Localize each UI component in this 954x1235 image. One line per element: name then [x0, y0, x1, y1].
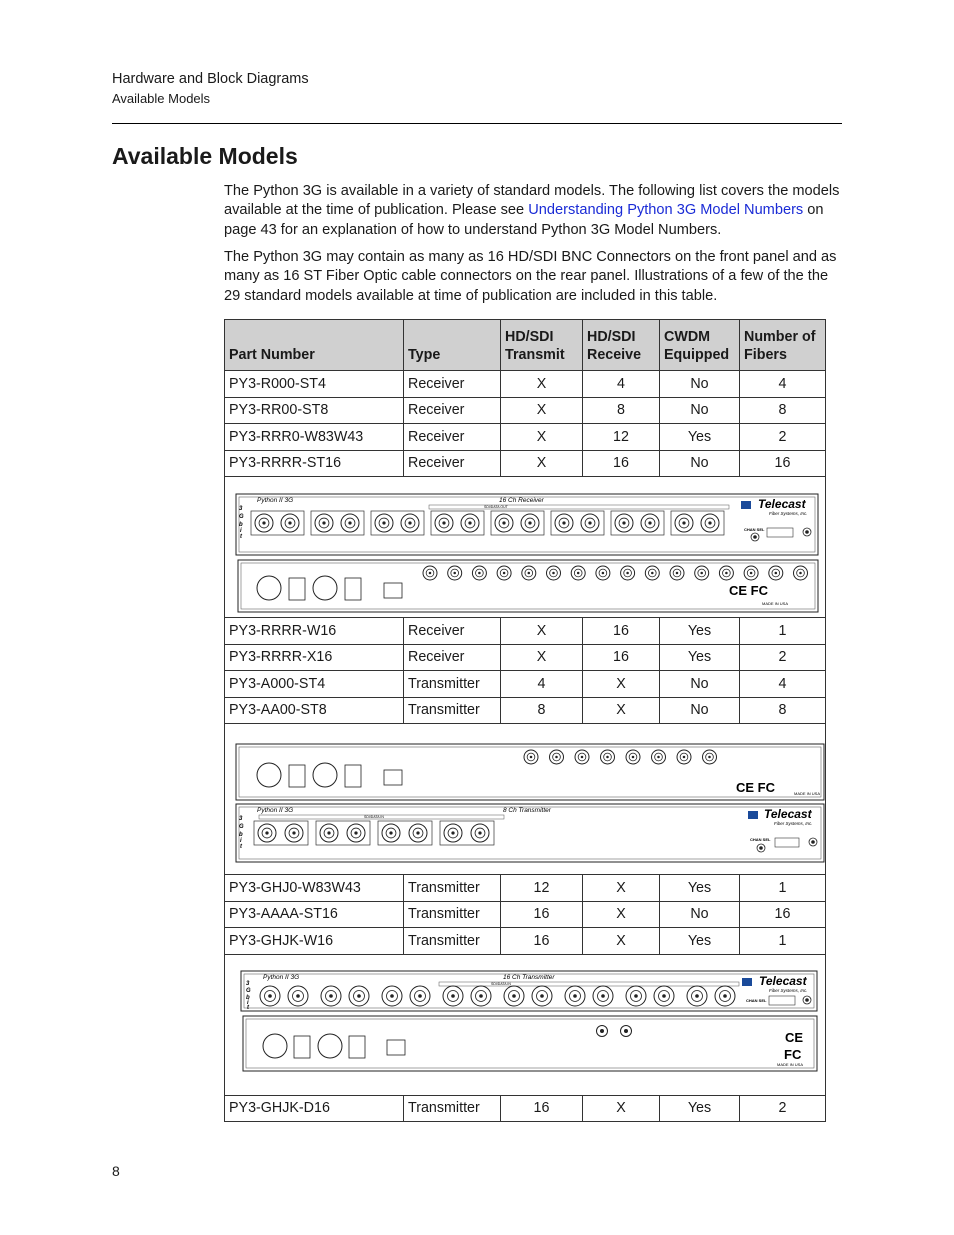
- connector-icon: [708, 756, 711, 759]
- tx16-panel-illustration: [229, 955, 828, 1091]
- table-cell: Transmitter: [404, 901, 501, 928]
- table-cell: X: [583, 697, 660, 724]
- table-row: [225, 697, 826, 724]
- table-cell: X: [583, 671, 660, 698]
- svg-text:CHAN SEL: CHAN SEL: [750, 837, 771, 842]
- table-cell: 4: [583, 371, 660, 398]
- connector-icon: [676, 572, 679, 575]
- connector-icon: [451, 994, 455, 998]
- connector-icon: [442, 521, 445, 524]
- table-cell: Receiver: [404, 644, 501, 671]
- table-cell: X: [501, 371, 583, 398]
- table-cell: PY3-RRRR-W16: [225, 618, 404, 645]
- table-row: [225, 397, 826, 424]
- table-cell: X: [583, 928, 660, 955]
- connector-icon: [322, 521, 325, 524]
- connector-icon: [573, 994, 577, 998]
- connector-icon: [502, 521, 505, 524]
- connector-icon: [799, 572, 802, 575]
- svg-text:i: i: [240, 528, 242, 534]
- rx16-out-label: SDI/DATA OUT: [484, 505, 508, 509]
- figure-row-tx16: [225, 954, 826, 1095]
- connector-icon: [288, 521, 291, 524]
- connector-icon: [700, 572, 703, 575]
- tx8-panel-illustration: [229, 724, 828, 870]
- svg-text:i: i: [240, 838, 242, 844]
- col-header-part-number: Part Number: [225, 320, 404, 371]
- svg-text:CHAN SEL: CHAN SEL: [744, 527, 765, 532]
- running-header-section: Available Models: [112, 91, 211, 106]
- table-cell: 1: [740, 875, 826, 902]
- connector-icon: [602, 572, 605, 575]
- table-cell: 12: [501, 875, 583, 902]
- table-cell: Transmitter: [404, 697, 501, 724]
- table-cell: PY3-AAAA-ST16: [225, 901, 404, 928]
- tx8-brand: Telecast: [764, 807, 812, 821]
- tx16-in-label: SDI/DATA IN: [491, 981, 511, 986]
- rx16-panel-illustration: [229, 477, 828, 613]
- rx16-brand: Telecast: [758, 497, 806, 511]
- rx16-made-in: MADE IN USA: [762, 601, 789, 606]
- svg-text:3: 3: [239, 816, 243, 822]
- connector-icon: [451, 831, 454, 834]
- tx16-brand-sub: Fiber Systems, Inc.: [769, 987, 808, 993]
- model-numbers-link[interactable]: Understanding Python 3G Model Numbers: [528, 202, 804, 219]
- figure-row-tx8: [225, 724, 826, 875]
- telecast-logo-icon: [742, 978, 752, 986]
- table-cell: 16: [740, 901, 826, 928]
- table-cell: 1: [740, 928, 826, 955]
- table-cell: Transmitter: [404, 671, 501, 698]
- connector-icon: [296, 994, 300, 998]
- table-cell: Yes: [660, 875, 740, 902]
- connector-icon: [606, 756, 609, 759]
- svg-text:b: b: [246, 994, 250, 1001]
- connector-icon: [657, 756, 660, 759]
- table-cell: 1: [740, 618, 826, 645]
- table-cell: Transmitter: [404, 928, 501, 955]
- table-cell: X: [501, 618, 583, 645]
- connector-icon: [354, 831, 357, 834]
- connector-icon: [429, 572, 432, 575]
- table-cell: No: [660, 450, 740, 477]
- table-row: [225, 901, 826, 928]
- table-cell: 16: [583, 618, 660, 645]
- table-cell: Yes: [660, 1095, 740, 1122]
- table-cell: X: [501, 644, 583, 671]
- table-cell: 12: [583, 424, 660, 451]
- table-row: [225, 424, 826, 451]
- table-cell: Transmitter: [404, 1095, 501, 1122]
- connector-icon: [530, 756, 533, 759]
- rx16-rear-panel: [238, 560, 818, 612]
- table-cell: X: [583, 901, 660, 928]
- connector-icon: [775, 572, 778, 575]
- tx16-made-in: MADE IN USA: [777, 1061, 804, 1067]
- tx16-rear-panel: [243, 1016, 817, 1071]
- table-cell: Receiver: [404, 371, 501, 398]
- telecast-logo-icon: [741, 501, 751, 509]
- connector-icon: [408, 521, 411, 524]
- connector-icon: [555, 756, 558, 759]
- connector-icon: [577, 572, 580, 575]
- table-cell: Receiver: [404, 618, 501, 645]
- tx8-in-label: SDI/DATA IN: [364, 815, 384, 819]
- table-cell: PY3-RRRR-ST16: [225, 450, 404, 477]
- svg-text:t: t: [247, 1004, 249, 1011]
- svg-text:t: t: [240, 844, 242, 850]
- connector-icon: [651, 572, 654, 575]
- ce-fcc-marks: CE FC: [729, 583, 768, 598]
- svg-text:3: 3: [239, 506, 243, 512]
- table-cell: X: [583, 1095, 660, 1122]
- table-row: [225, 671, 826, 698]
- table-header-row: [225, 320, 826, 371]
- table-row: [225, 875, 826, 902]
- table-row: [225, 1095, 826, 1122]
- table-cell: 8: [740, 397, 826, 424]
- connector-icon: [265, 831, 268, 834]
- table-cell: 16: [583, 450, 660, 477]
- col-header-cwdm: CWDM Equipped: [660, 320, 740, 371]
- table-row: [225, 928, 826, 955]
- connector-icon: [552, 572, 555, 575]
- table-cell: 4: [501, 671, 583, 698]
- fcc-mark: FC: [784, 1046, 802, 1062]
- connector-icon: [503, 572, 506, 575]
- rx16-brand-sub: Fiber Systems, Inc.: [769, 511, 808, 516]
- table-cell: Yes: [660, 928, 740, 955]
- connector-icon: [562, 521, 565, 524]
- table-row: [225, 450, 826, 477]
- col-header-receive: HD/SDI Receive: [583, 320, 660, 371]
- table-cell: 4: [740, 371, 826, 398]
- table-cell: No: [660, 901, 740, 928]
- running-header-chapter: Hardware and Block Diagrams: [112, 71, 309, 87]
- connector-icon: [528, 572, 531, 575]
- tx16-front-panel: [241, 971, 817, 1011]
- table-cell: No: [660, 697, 740, 724]
- table-cell: No: [660, 397, 740, 424]
- col-header-fibers: Number of Fibers: [740, 320, 826, 371]
- table-cell: Receiver: [404, 450, 501, 477]
- connector-icon: [750, 572, 753, 575]
- connector-icon: [634, 994, 638, 998]
- tx16-brand: Telecast: [759, 973, 807, 988]
- table-cell: 2: [740, 424, 826, 451]
- table-cell: 8: [740, 697, 826, 724]
- ce-mark: CE: [785, 1029, 804, 1045]
- header-rule: [112, 123, 842, 124]
- connector-icon: [479, 994, 483, 998]
- table-cell: Yes: [660, 644, 740, 671]
- connector-icon: [478, 831, 481, 834]
- table-cell: Yes: [660, 424, 740, 451]
- table-cell: 8: [501, 697, 583, 724]
- connector-icon: [540, 994, 544, 998]
- page-number: 8: [112, 1163, 120, 1179]
- connector-icon: [389, 831, 392, 834]
- connector-icon: [588, 521, 591, 524]
- table-cell: Yes: [660, 618, 740, 645]
- connector-icon: [453, 572, 456, 575]
- col-header-transmit: HD/SDI Transmit: [501, 320, 583, 371]
- svg-text:G: G: [246, 987, 251, 994]
- svg-text:b: b: [239, 522, 243, 528]
- table-cell: PY3-RRR0-W83W43: [225, 424, 404, 451]
- rx16-desc-label: 16 Ch Receiver: [499, 497, 544, 504]
- connector-icon: [327, 831, 330, 834]
- connector-icon: [626, 572, 629, 575]
- table-cell: 16: [501, 901, 583, 928]
- svg-text:b: b: [239, 832, 243, 838]
- table-cell: PY3-RRRR-X16: [225, 644, 404, 671]
- connector-icon: [292, 831, 295, 834]
- svg-text:3: 3: [246, 980, 250, 987]
- connector-icon: [390, 994, 394, 998]
- connector-icon: [708, 521, 711, 524]
- table-cell: 16: [501, 1095, 583, 1122]
- table-cell: PY3-RR00-ST8: [225, 397, 404, 424]
- connector-icon: [528, 521, 531, 524]
- connector-icon: [329, 994, 333, 998]
- tx8-front-panel: [236, 804, 824, 862]
- table-cell: PY3-GHJ0-W83W43: [225, 875, 404, 902]
- table-row: [225, 371, 826, 398]
- svg-text:t: t: [240, 534, 242, 540]
- connector-icon: [416, 831, 419, 834]
- table-cell: Receiver: [404, 424, 501, 451]
- table-row: [225, 618, 826, 645]
- figure-row-rx16: [225, 477, 826, 618]
- table-cell: No: [660, 371, 740, 398]
- telecast-logo-icon: [748, 811, 758, 819]
- table-cell: PY3-GHJK-W16: [225, 928, 404, 955]
- connector-icon: [622, 521, 625, 524]
- connector-icon: [348, 521, 351, 524]
- table-cell: 2: [740, 1095, 826, 1122]
- table-cell: X: [583, 875, 660, 902]
- svg-text:CHAN SEL: CHAN SEL: [746, 997, 767, 1003]
- connector-icon: [648, 521, 651, 524]
- table-cell: X: [501, 424, 583, 451]
- tx8-desc-label: 8 Ch Transmitter: [503, 807, 551, 814]
- tx8-rear-panel: [236, 744, 824, 800]
- intro-paragraph-1: The Python 3G is available in a variety of standard models. The following list covers the models available at the time of publication. Please see Understanding Python 3G Model Numbers on page 43 for an explanation of how to understand Python 3G Model Numbers.: [224, 183, 840, 238]
- connector-icon: [468, 521, 471, 524]
- rx16-model-label: Python II 3G: [257, 497, 294, 504]
- svg-text:G: G: [239, 824, 244, 830]
- table-row: [225, 644, 826, 671]
- connector-icon: [268, 994, 272, 998]
- table-cell: 2: [740, 644, 826, 671]
- tx8-brand-sub: Fiber Systems, Inc.: [774, 821, 813, 826]
- table-cell: No: [660, 671, 740, 698]
- connector-icon: [262, 521, 265, 524]
- connector-icon: [512, 994, 516, 998]
- table-cell: PY3-AA00-ST8: [225, 697, 404, 724]
- table-cell: 16: [740, 450, 826, 477]
- svg-text:i: i: [247, 999, 249, 1006]
- svg-text:G: G: [239, 514, 244, 520]
- ce-fcc-marks: CE FC: [736, 780, 775, 795]
- connector-icon: [682, 521, 685, 524]
- table-cell: X: [501, 397, 583, 424]
- tx8-model-label: Python II 3G: [257, 807, 294, 814]
- table-cell: 16: [583, 644, 660, 671]
- col-header-type: Type: [404, 320, 501, 371]
- page-title: Available Models: [112, 143, 298, 169]
- table-cell: X: [501, 450, 583, 477]
- table-cell: 4: [740, 671, 826, 698]
- table-cell: 8: [583, 397, 660, 424]
- table-cell: 16: [501, 928, 583, 955]
- connector-icon: [683, 756, 686, 759]
- table-cell: Receiver: [404, 397, 501, 424]
- connector-icon: [695, 994, 699, 998]
- table-cell: PY3-A000-ST4: [225, 671, 404, 698]
- connector-icon: [581, 756, 584, 759]
- connector-icon: [662, 994, 666, 998]
- connector-icon: [723, 994, 727, 998]
- rx16-front-panel: [236, 494, 818, 555]
- connector-icon: [632, 756, 635, 759]
- connector-icon: [601, 994, 605, 998]
- table-cell: PY3-R000-ST4: [225, 371, 404, 398]
- intro-paragraph-2: The Python 3G may contain as many as 16 HD/SDI BNC Connectors on the front panel and as many as 16 ST Fiber Optic cable connectors on the rear panel. Illustrations of a few of the the 29 standard models available at time of publication are included in this table.: [224, 249, 837, 304]
- connector-icon: [725, 572, 728, 575]
- connector-icon: [418, 994, 422, 998]
- connector-icon: [382, 521, 385, 524]
- connector-icon: [478, 572, 481, 575]
- tx16-desc-label: 16 Ch Transmitter: [503, 973, 555, 981]
- connector-icon: [357, 994, 361, 998]
- models-table: [224, 319, 826, 1122]
- table-cell: Transmitter: [404, 875, 501, 902]
- table-cell: PY3-GHJK-D16: [225, 1095, 404, 1122]
- tx16-model-label: Python II 3G: [263, 973, 300, 981]
- tx8-made-in: MADE IN USA: [794, 791, 821, 796]
